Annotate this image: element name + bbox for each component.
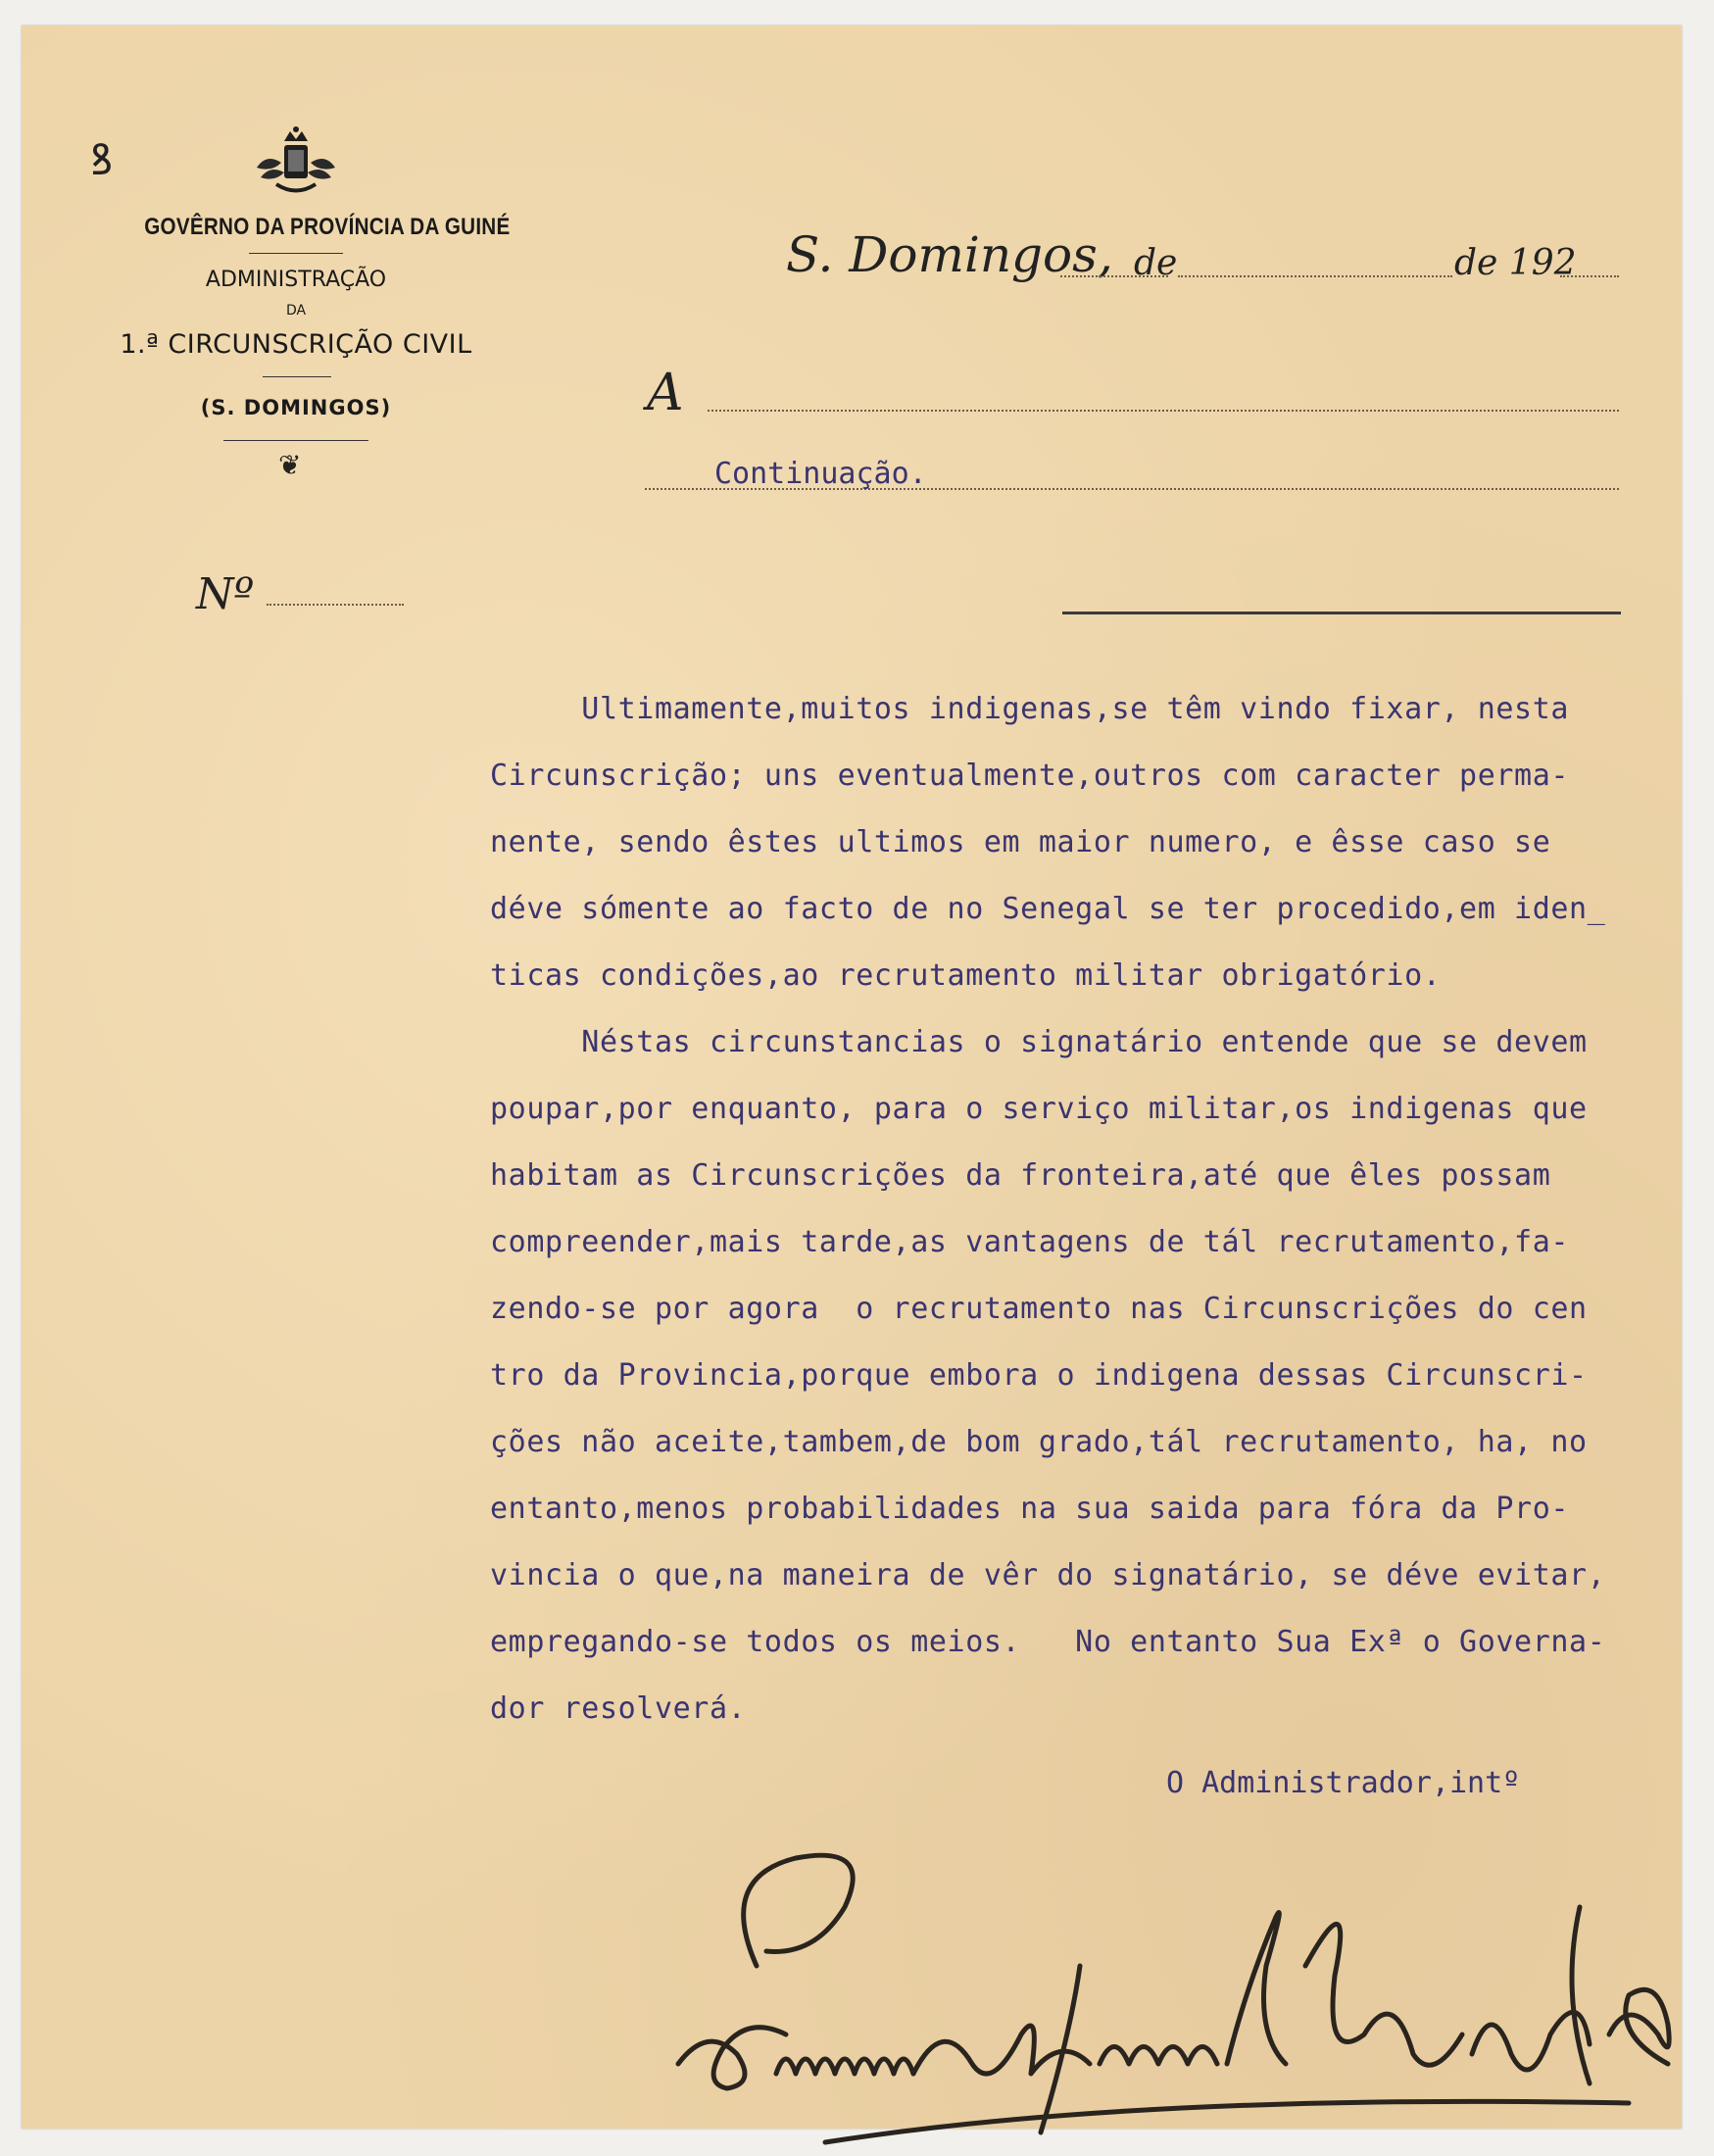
letter-sheet: [22, 25, 1682, 2129]
year-field-line: [1560, 275, 1619, 277]
letterhead-location: (S. DOMINGOS): [200, 396, 392, 419]
divider: [223, 440, 368, 441]
place-name: S. Domingos,: [786, 226, 1113, 283]
divider: [249, 253, 343, 254]
body-line: tro da Provincia,porque embora o indigena dessas Circunscri-: [490, 1358, 1588, 1393]
body-line: poupar,por enquanto, para o serviço militar,os indigenas que: [490, 1092, 1588, 1126]
body-line: Ultimamente,muitos indigenas,se têm vindo fixar, nesta: [490, 692, 1570, 726]
coat-of-arms-icon: [247, 123, 345, 202]
addressee-label: A: [647, 364, 684, 422]
letterhead-da: DA: [285, 303, 307, 318]
body-line: compreender,mais tarde,as vantagens de tál recrutamento,fa-: [490, 1225, 1570, 1259]
date-de: de: [1134, 243, 1178, 283]
divider: [263, 376, 331, 377]
handwritten-signature: [649, 1838, 1688, 2152]
body-line: ticas condições,ao recrutamento militar obrigatório.: [490, 958, 1442, 993]
body-line: déve sómente ao facto de no Senegal se ter procedido,em iden_: [490, 892, 1606, 926]
letterhead-circumscription: 1.ª CIRCUNSCRIÇÃO CIVIL: [120, 329, 472, 360]
body-line: vincia o que,na maneira de vêr do signatário, se déve evitar,: [490, 1558, 1606, 1592]
fleuron-icon: ❦: [278, 451, 302, 481]
closing-title: O Administrador,intº: [1166, 1766, 1521, 1800]
month-field-line: [1178, 275, 1452, 277]
letterhead-government: GOVÊRNO DA PROVÍNCIA DA GUINÉ: [144, 214, 511, 240]
number-label: Nº: [196, 569, 255, 619]
addressee-line-1: [708, 410, 1619, 412]
subject-rule: [1062, 612, 1621, 614]
ornament-mark: ꝸ: [90, 136, 114, 184]
body-line: ções não aceite,tambem,de bom grado,tál recrutamento, ha, no: [490, 1425, 1588, 1459]
number-field-line: [267, 604, 404, 606]
letterhead-administration: ADMINISTRAÇÃO: [205, 268, 387, 292]
date-year: de 192: [1454, 243, 1577, 283]
body-line: habitam as Circunscrições da fronteira,até que êles possam: [490, 1158, 1551, 1193]
body-line: Néstas circunstancias o signatário entende que se devem: [490, 1025, 1588, 1059]
body-line: Circunscrição; uns eventualmente,outros com caracter perma-: [490, 759, 1570, 793]
body-line: zendo-se por agora o recrutamento nas Circunscrições do cen: [490, 1292, 1588, 1326]
body-line: empregando-se todos os meios. No entanto Sua Exª o Governa-: [490, 1625, 1606, 1659]
continuation-label: Continuação.: [714, 457, 927, 491]
body-line: dor resolverá.: [490, 1691, 747, 1726]
body-line: nente, sendo êstes ultimos em maior numero, e êsse caso se: [490, 825, 1551, 859]
body-line: entanto,menos probabilidades na sua saida para fóra da Pro-: [490, 1492, 1570, 1526]
